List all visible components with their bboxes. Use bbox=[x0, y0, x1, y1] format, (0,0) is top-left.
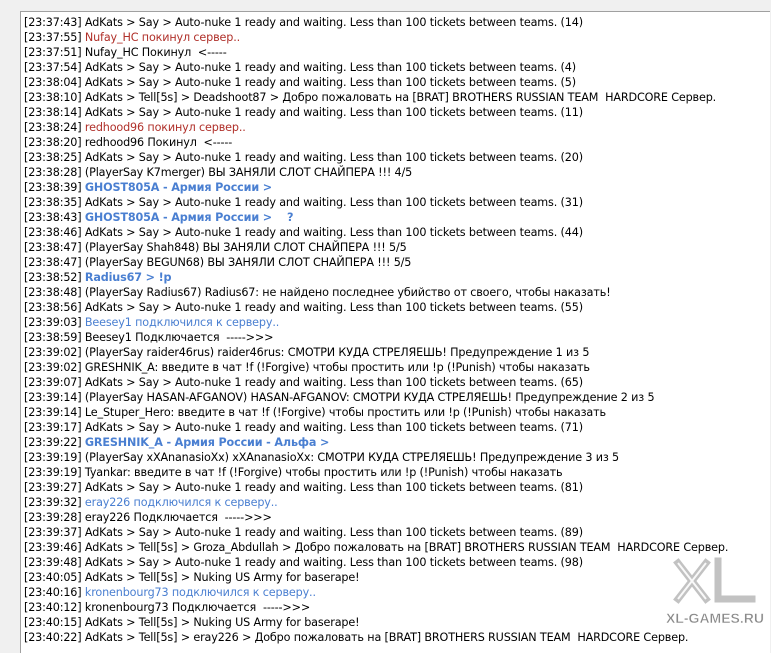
chat-line-message: AdKats > Tell[5s] > Deadshoot87 > Добро пожаловать на [BRAT] BROTHERS RUSSIAN TEAM HARDCORE Сервер. bbox=[84, 91, 717, 104]
chat-line-message: AdKats > Say > Auto-nuke 1 ready and waiting. Less than 100 tickets between teams. (5) bbox=[84, 76, 576, 89]
chat-line-message: AdKats > Say > Auto-nuke 1 ready and waiting. Less than 100 tickets between teams. (89) bbox=[84, 526, 583, 539]
chat-line-message: AdKats > Say > Auto-nuke 1 ready and waiting. Less than 100 tickets between teams. (4) bbox=[84, 61, 576, 74]
chat-line-message: GRESHNIK_A - Армия России - Альфа > bbox=[84, 436, 330, 449]
chat-line-timestamp: [23:39:07] bbox=[24, 376, 82, 389]
chat-line bbox=[24, 90, 770, 105]
chat-line bbox=[24, 465, 770, 480]
chat-line-message: AdKats > Tell[5s] > Groza_Abdullah > Добро пожаловать на [BRAT] BROTHERS RUSSIAN TEAM HARDCORE Сервер. bbox=[84, 541, 729, 554]
chat-line-message: AdKats > Say > Auto-nuke 1 ready and waiting. Less than 100 tickets between teams. (55) bbox=[84, 301, 583, 314]
watermark-logo bbox=[660, 555, 770, 635]
chat-line-timestamp: [23:39:27] bbox=[24, 481, 82, 494]
chat-line-timestamp: [23:38:14] bbox=[24, 106, 82, 119]
chat-line bbox=[24, 180, 770, 195]
chat-line-timestamp: [23:37:54] bbox=[24, 61, 82, 74]
chat-log bbox=[21, 12, 770, 645]
chat-line-timestamp: [23:39:14] bbox=[24, 406, 82, 419]
chat-line bbox=[24, 495, 770, 510]
chat-line bbox=[24, 300, 770, 315]
chat-log-panel[interactable] bbox=[20, 11, 770, 653]
chat-line-message: Le_Stuper_Hero: введите в чат !f (!Forgive) чтобы простить или !p (!Punish) чтобы наказать bbox=[84, 406, 606, 419]
chat-line-timestamp: [23:40:05] bbox=[24, 571, 82, 584]
chat-line-message: Beesey1 Подключается ----->>> bbox=[84, 331, 274, 344]
chat-line-message: eray226 подключился к серверу.. bbox=[84, 496, 278, 509]
chat-line-message: Nufay_HC покинул сервер.. bbox=[84, 31, 241, 44]
chat-line bbox=[24, 315, 770, 330]
chat-line bbox=[24, 375, 770, 390]
chat-line-timestamp: [23:38:20] bbox=[24, 136, 82, 149]
chat-line bbox=[24, 345, 770, 360]
chat-line bbox=[24, 285, 770, 300]
chat-line bbox=[24, 390, 770, 405]
chat-line-message: (PlayerSay raider46rus) raider46rus: СМОТРИ КУДА СТРЕЛЯЕШЬ! Предупреждение 1 из 5 bbox=[84, 346, 590, 359]
chat-line-timestamp: [23:38:25] bbox=[24, 151, 82, 164]
chat-line-message: (PlayerSay Shah848) ВЫ ЗАНЯЛИ СЛОТ СНАЙПЕРА !!! 5/5 bbox=[84, 241, 407, 254]
chat-line-message: kronenbourg73 подключился к серверу.. bbox=[84, 586, 316, 599]
chat-line-message: AdKats > Say > Auto-nuke 1 ready and waiting. Less than 100 tickets between teams. (20) bbox=[84, 151, 583, 164]
chat-line bbox=[24, 360, 770, 375]
chat-line-message: redhood96 покинул сервер.. bbox=[84, 121, 246, 134]
chat-line-timestamp: [23:39:32] bbox=[24, 496, 82, 509]
chat-line bbox=[24, 15, 770, 30]
chat-line-timestamp: [23:40:15] bbox=[24, 616, 82, 629]
chat-line bbox=[24, 435, 770, 450]
chat-line bbox=[24, 540, 770, 555]
chat-line bbox=[24, 210, 770, 225]
chat-line-message: (PlayerSay HASAN-AFGANOV) HASAN-AFGANOV: СМОТРИ КУДА СТРЕЛЯЕШЬ! Предупреждение 2 из 5 bbox=[84, 391, 655, 404]
chat-line-message: GRESHNIK_A: введите в чат !f (!Forgive) чтобы простить или !p (!Punish) чтобы наказать bbox=[84, 361, 590, 374]
chat-line-message: Radius67 > !p bbox=[84, 271, 172, 284]
chat-line bbox=[24, 450, 770, 465]
chat-line-timestamp: [23:38:24] bbox=[24, 121, 82, 134]
chat-line-message: redhood96 Покинул <----- bbox=[84, 136, 233, 149]
chat-line-timestamp: [23:39:02] bbox=[24, 361, 82, 374]
chat-line bbox=[24, 420, 770, 435]
chat-line-message: AdKats > Say > Auto-nuke 1 ready and waiting. Less than 100 tickets between teams. (98) bbox=[84, 556, 583, 569]
chat-line bbox=[24, 105, 770, 120]
chat-line bbox=[24, 120, 770, 135]
chat-line-message: AdKats > Say > Auto-nuke 1 ready and waiting. Less than 100 tickets between teams. (11) bbox=[84, 106, 583, 119]
chat-line bbox=[24, 150, 770, 165]
chat-line bbox=[24, 270, 770, 285]
chat-line bbox=[24, 135, 770, 150]
chat-line-timestamp: [23:38:56] bbox=[24, 301, 82, 314]
chat-line-timestamp: [23:39:14] bbox=[24, 391, 82, 404]
chat-line bbox=[24, 30, 770, 45]
chat-line-timestamp: [23:38:46] bbox=[24, 226, 82, 239]
chat-line bbox=[24, 330, 770, 345]
chat-line-message: GHOST805A - Армия России > bbox=[84, 181, 273, 194]
chat-line-timestamp: [23:37:55] bbox=[24, 31, 82, 44]
chat-line-timestamp: [23:39:19] bbox=[24, 451, 82, 464]
chat-line-timestamp: [23:39:37] bbox=[24, 526, 82, 539]
chat-line bbox=[24, 585, 770, 600]
chat-line-timestamp: [23:37:43] bbox=[24, 16, 82, 29]
chat-line-message: Tyankar: введите в чат !f (!Forgive) чтобы простить или !p (!Punish) чтобы наказать bbox=[84, 466, 563, 479]
chat-line bbox=[24, 225, 770, 240]
chat-line-timestamp: [23:39:17] bbox=[24, 421, 82, 434]
chat-line-message: (PlayerSay BEGUN68) ВЫ ЗАНЯЛИ СЛОТ СНАЙПЕРА !!! 5/5 bbox=[84, 256, 412, 269]
chat-line-message: AdKats > Say > Auto-nuke 1 ready and waiting. Less than 100 tickets between teams. (31) bbox=[84, 196, 583, 209]
chat-line-timestamp: [23:38:52] bbox=[24, 271, 82, 284]
chat-line-timestamp: [23:38:43] bbox=[24, 211, 82, 224]
chat-line bbox=[24, 75, 770, 90]
chat-line-timestamp: [23:38:35] bbox=[24, 196, 82, 209]
chat-line bbox=[24, 60, 770, 75]
chat-line bbox=[24, 615, 770, 630]
chat-line bbox=[24, 405, 770, 420]
chat-line-timestamp: [23:38:28] bbox=[24, 166, 82, 179]
chat-line bbox=[24, 45, 770, 60]
chat-line bbox=[24, 525, 770, 540]
chat-line-timestamp: [23:39:22] bbox=[24, 436, 82, 449]
chat-line-message: AdKats > Say > Auto-nuke 1 ready and waiting. Less than 100 tickets between teams. (44) bbox=[84, 226, 583, 239]
chat-line bbox=[24, 165, 770, 180]
chat-line-timestamp: [23:39:48] bbox=[24, 556, 82, 569]
chat-line-timestamp: [23:38:48] bbox=[24, 286, 82, 299]
chat-line-message: Beesey1 подключился к серверу.. bbox=[84, 316, 280, 329]
chat-line-timestamp: [23:40:22] bbox=[24, 631, 82, 644]
chat-line bbox=[24, 195, 770, 210]
chat-line-timestamp: [23:40:16] bbox=[24, 586, 82, 599]
chat-line-message: AdKats > Say > Auto-nuke 1 ready and waiting. Less than 100 tickets between teams. (65) bbox=[84, 376, 583, 389]
chat-line-timestamp: [23:39:28] bbox=[24, 511, 82, 524]
chat-line-timestamp: [23:38:10] bbox=[24, 91, 82, 104]
chat-line bbox=[24, 570, 770, 585]
chat-line-timestamp: [23:39:03] bbox=[24, 316, 82, 329]
chat-line-timestamp: [23:38:47] bbox=[24, 256, 82, 269]
chat-line bbox=[24, 510, 770, 525]
chat-line-message: AdKats > Say > Auto-nuke 1 ready and waiting. Less than 100 tickets between teams. (71) bbox=[84, 421, 583, 434]
chat-line-timestamp: [23:38:04] bbox=[24, 76, 82, 89]
chat-line-timestamp: [23:38:47] bbox=[24, 241, 82, 254]
chat-line-message: AdKats > Say > Auto-nuke 1 ready and waiting. Less than 100 tickets between teams. (81) bbox=[84, 481, 583, 494]
chat-line bbox=[24, 630, 770, 645]
chat-line-timestamp: [23:37:51] bbox=[24, 46, 82, 59]
chat-line-timestamp: [23:38:39] bbox=[24, 181, 82, 194]
chat-line bbox=[24, 480, 770, 495]
chat-line-timestamp: [23:38:59] bbox=[24, 331, 82, 344]
chat-line-message: (PlayerSay Radius67) Radius67: не найдено последнее убийство от своего, чтобы наказать! bbox=[84, 286, 611, 299]
chat-line-timestamp: [23:39:02] bbox=[24, 346, 82, 359]
chat-line-message: kronenbourg73 Подключается ----->>> bbox=[84, 601, 311, 614]
chat-line bbox=[24, 240, 770, 255]
chat-line-message: AdKats > Tell[5s] > Nuking US Army for baserape! bbox=[84, 571, 360, 584]
chat-line-timestamp: [23:39:19] bbox=[24, 466, 82, 479]
chat-line-message: AdKats > Tell[5s] > Nuking US Army for baserape! bbox=[84, 616, 360, 629]
chat-line-message: AdKats > Say > Auto-nuke 1 ready and waiting. Less than 100 tickets between teams. (14) bbox=[84, 16, 583, 29]
chat-line-message: Nufay_HC Покинул <----- bbox=[84, 46, 227, 59]
watermark-site-text: XL-GAMES.RU bbox=[666, 610, 764, 626]
chat-line-message: eray226 Подключается ----->>> bbox=[84, 511, 272, 524]
chat-line-message: AdKats > Tell[5s] > eray226 > Добро пожаловать на [BRAT] BROTHERS RUSSIAN TEAM HARDCORE Сервер. bbox=[84, 631, 689, 644]
chat-line-timestamp: [23:39:46] bbox=[24, 541, 82, 554]
chat-line bbox=[24, 255, 770, 270]
chat-line bbox=[24, 555, 770, 570]
chat-line-message: GHOST805A - Армия России > ? bbox=[84, 211, 294, 224]
chat-line-message: (PlayerSay xXAnanasioXx) xXAnanasioXx: СМОТРИ КУДА СТРЕЛЯЕШЬ! Предупреждение 3 из 5 bbox=[84, 451, 620, 464]
chat-line bbox=[24, 600, 770, 615]
chat-line-timestamp: [23:40:12] bbox=[24, 601, 82, 614]
chat-line-message: (PlayerSay K7merger) ВЫ ЗАНЯЛИ СЛОТ СНАЙПЕРА !!! 4/5 bbox=[84, 166, 413, 179]
